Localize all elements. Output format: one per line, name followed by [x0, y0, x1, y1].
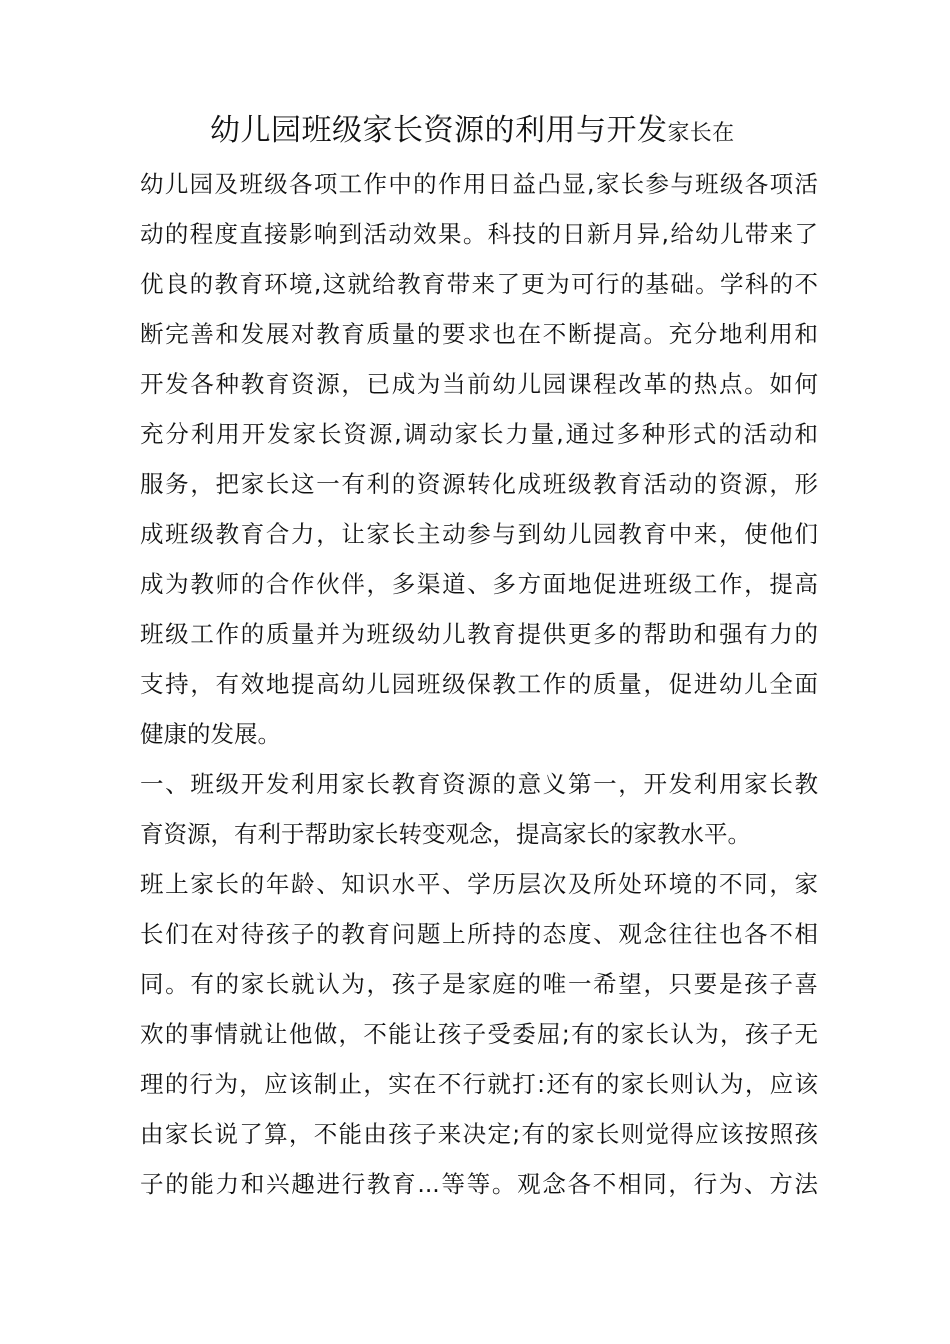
paragraph-line: 由家长说了算，不能由孩子来决定;有的家长则觉得应该按照孩 — [140, 1120, 818, 1148]
title-line — [140, 103, 818, 159]
paragraph-line: 幼儿园及班级各项工作中的作用日益凸显,家长参与班级各项活 — [140, 170, 818, 198]
document-body — [140, 103, 818, 1209]
paragraph-line: 动的程度直接影响到活动效果。科技的日新月异,给幼儿带来了 — [140, 220, 818, 248]
paragraph-line: 同。有的家长就认为，孩子是家庭的唯一希望，只要是孩子喜 — [140, 970, 818, 998]
title-tail-text: 家长在 — [667, 121, 735, 146]
paragraph-line: 班级工作的质量并为班级幼儿教育提供更多的帮助和强有力的 — [140, 620, 818, 648]
paragraph-line: 成班级教育合力，让家长主动参与到幼儿园教育中来，使他们 — [140, 520, 818, 548]
paragraph-line: 支持，有效地提高幼儿园班级保教工作的质量，促进幼儿全面 — [140, 670, 818, 698]
document-title: 幼儿园班级家长资源的利用与开发 — [210, 113, 668, 148]
paragraph-line: 成为教师的合作伙伴，多渠道、多方面地促进班级工作，提高 — [140, 570, 818, 598]
paragraph-line: 子的能力和兴趣进行教育...等等。观念各不相同，行为、方法 — [140, 1170, 818, 1198]
paragraph-line: 理的行为，应该制止，实在不行就打:还有的家长则认为，应该 — [140, 1070, 818, 1098]
paragraph-line: 充分利用开发家长资源,调动家长力量,通过多种形式的活动和 — [140, 420, 818, 448]
paragraph-line: 开发各种教育资源，已成为当前幼儿园课程改革的热点。如何 — [140, 370, 818, 398]
paragraph-line: 健康的发展。 — [140, 720, 281, 748]
paragraph-line: 育资源，有利于帮助家长转变观念，提高家长的家教水平。 — [140, 820, 751, 848]
paragraph-line: 断完善和发展对教育质量的要求也在不断提高。充分地利用和 — [140, 320, 818, 348]
paragraph-line: 长们在对待孩子的教育问题上所持的态度、观念往往也各不相 — [140, 920, 818, 948]
paragraph-line: 优良的教育环境,这就给教育带来了更为可行的基础。学科的不 — [140, 270, 818, 298]
paragraph-line: 服务，把家长这一有利的资源转化成班级教育活动的资源，形 — [140, 470, 818, 498]
paragraph-line: 班上家长的年龄、知识水平、学历层次及所处环境的不同，家 — [140, 870, 818, 898]
paragraph-line: 欢的事情就让他做，不能让孩子受委屈;有的家长认为，孩子无 — [140, 1020, 818, 1048]
section-heading-line: 一、班级开发利用家长教育资源的意义第一，开发利用家长教 — [140, 770, 818, 798]
